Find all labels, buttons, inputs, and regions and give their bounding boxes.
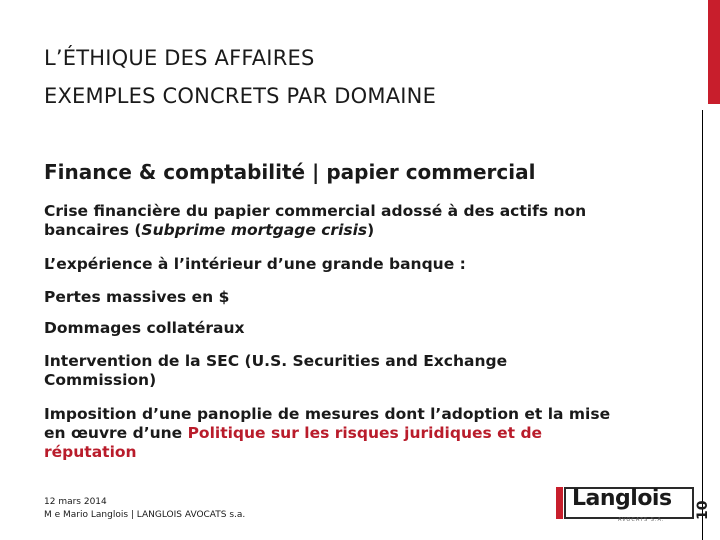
bullet-item-1-italic: Subprime mortgage crisis	[141, 221, 368, 239]
bullet-item-1-end: )	[367, 221, 375, 239]
accent-bar	[708, 0, 720, 104]
side-rule	[702, 110, 703, 540]
footer-date: 12 mars 2014	[44, 497, 107, 507]
bullet-item-6-highlight: Politique sur les risques juridiques et de réputation	[44, 424, 543, 461]
bullet-item-6-text: Imposition d’une panoplie de mesures dont l’adoption et la mise en œuvre d’une	[44, 405, 611, 442]
logo-tagline: AVOCATS S.A.	[618, 517, 665, 523]
logo-red-bar	[556, 487, 563, 519]
bullet-item-6	[44, 405, 624, 462]
bullet-item-5: Intervention de la SEC (U.S. Securities and Exchange Commission)	[44, 352, 508, 389]
footer-author: M e Mario Langlois | LANGLOIS AVOCATS s.a.	[44, 510, 246, 520]
section-heading: Finance & comptabilité | papier commercial	[44, 160, 536, 184]
bullet-item-1-text: Crise financière du papier commercial adossé à des actifs non bancaires (	[44, 202, 587, 239]
langlois-logo	[556, 483, 696, 523]
footer	[44, 496, 245, 522]
bullet-item-2: L’expérience à l’intérieur d’une grande banque :	[44, 255, 466, 273]
logo-name: Langlois	[572, 486, 672, 511]
bullet-item-1	[44, 202, 634, 240]
slide-title: L’ÉTHIQUE DES AFFAIRES	[44, 46, 315, 70]
bullet-item-4: Dommages collatéraux	[44, 319, 245, 337]
slide-subtitle: EXEMPLES CONCRETS PAR DOMAINE	[44, 84, 437, 108]
page-number: 10	[695, 500, 711, 520]
bullet-item-3: Pertes massives en $	[44, 288, 230, 306]
